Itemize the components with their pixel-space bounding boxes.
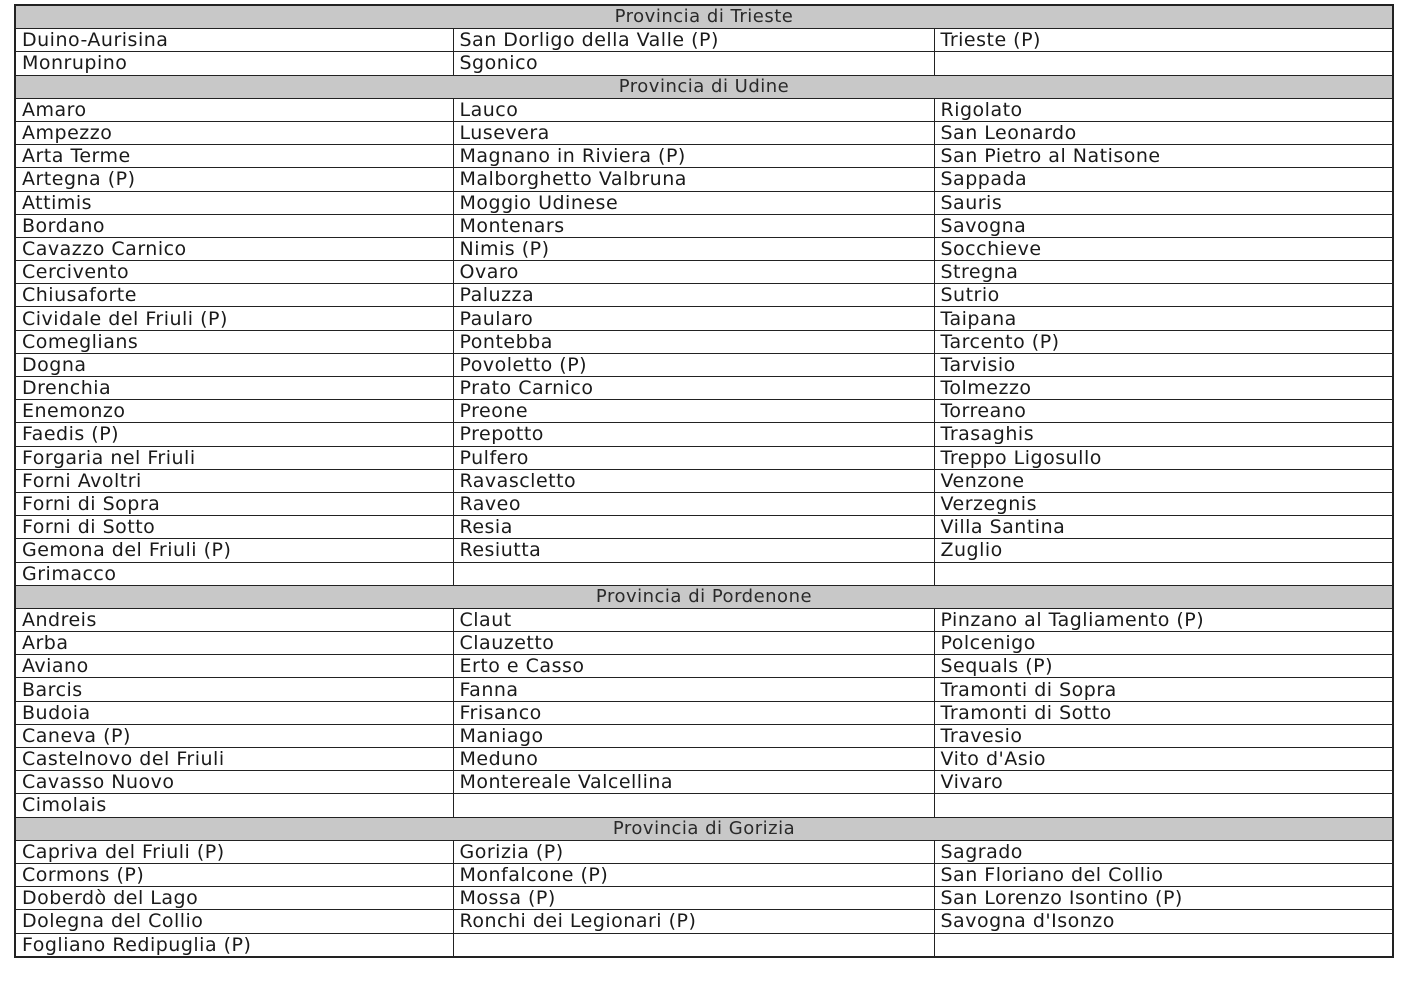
municipality-cell: Treppo Ligosullo — [934, 446, 1393, 469]
table-row — [15, 237, 1393, 260]
municipality-cell: Venzone — [934, 469, 1393, 492]
municipality-cell: Lauco — [453, 98, 934, 121]
municipality-cell: Frisanco — [453, 701, 934, 724]
table-row — [15, 632, 1393, 655]
municipality-cell: Taipana — [934, 307, 1393, 330]
municipality-cell: Forgaria nel Friuli — [15, 446, 453, 469]
municipality-cell: Tarcento (P) — [934, 330, 1393, 353]
municipalities-table — [14, 4, 1394, 958]
municipality-cell: Preone — [453, 400, 934, 423]
province-header-row — [15, 75, 1393, 98]
municipality-cell: Fogliano Redipuglia (P) — [15, 933, 453, 957]
table-row — [15, 748, 1393, 771]
province-header-row — [15, 585, 1393, 608]
municipality-cell — [934, 562, 1393, 585]
table-row — [15, 214, 1393, 237]
table-row — [15, 330, 1393, 353]
table-row — [15, 168, 1393, 191]
municipality-cell: Torreano — [934, 400, 1393, 423]
municipality-cell: Vito d'Asio — [934, 748, 1393, 771]
table-row — [15, 261, 1393, 284]
municipality-cell — [453, 562, 934, 585]
municipality-cell: Paluzza — [453, 284, 934, 307]
table-row — [15, 492, 1393, 515]
municipality-cell: Cividale del Friuli (P) — [15, 307, 453, 330]
municipality-cell: Gorizia (P) — [453, 840, 934, 863]
municipality-cell: Ampezzo — [15, 121, 453, 144]
municipality-cell: San Pietro al Natisone — [934, 145, 1393, 168]
municipality-cell: Cavasso Nuovo — [15, 771, 453, 794]
table-row — [15, 284, 1393, 307]
table-row — [15, 539, 1393, 562]
table-row — [15, 933, 1393, 957]
municipality-cell: Faedis (P) — [15, 423, 453, 446]
municipality-cell: Resia — [453, 516, 934, 539]
municipality-cell: Cavazzo Carnico — [15, 237, 453, 260]
municipality-cell: Sagrado — [934, 840, 1393, 863]
table-row — [15, 29, 1393, 52]
table-row — [15, 678, 1393, 701]
municipality-cell: Aviano — [15, 655, 453, 678]
municipality-cell — [453, 933, 934, 957]
table-row — [15, 98, 1393, 121]
municipality-cell: Bordano — [15, 214, 453, 237]
municipality-cell: Villa Santina — [934, 516, 1393, 539]
municipality-cell: Montereale Valcellina — [453, 771, 934, 794]
municipality-cell: Monrupino — [15, 52, 453, 75]
municipality-cell: Moggio Udinese — [453, 191, 934, 214]
municipality-cell: Montenars — [453, 214, 934, 237]
table-row — [15, 446, 1393, 469]
table-row — [15, 516, 1393, 539]
municipality-cell: Savogna d'Isonzo — [934, 910, 1393, 933]
municipality-cell: Sappada — [934, 168, 1393, 191]
municipality-cell: Forni di Sotto — [15, 516, 453, 539]
municipality-cell: Raveo — [453, 492, 934, 515]
municipality-cell: Trieste (P) — [934, 29, 1393, 52]
municipality-cell: Tolmezzo — [934, 377, 1393, 400]
municipality-cell: Ravascletto — [453, 469, 934, 492]
municipality-cell: Ronchi dei Legionari (P) — [453, 910, 934, 933]
municipality-cell: Zuglio — [934, 539, 1393, 562]
table-body — [15, 5, 1393, 957]
municipality-cell: Grimacco — [15, 562, 453, 585]
municipality-cell: San Lorenzo Isontino (P) — [934, 887, 1393, 910]
municipality-cell: Nimis (P) — [453, 237, 934, 260]
municipality-cell: Cimolais — [15, 794, 453, 817]
municipality-cell: Forni di Sopra — [15, 492, 453, 515]
table-row — [15, 840, 1393, 863]
municipality-cell: Forni Avoltri — [15, 469, 453, 492]
table-row — [15, 701, 1393, 724]
municipality-cell: Doberdò del Lago — [15, 887, 453, 910]
table-row — [15, 307, 1393, 330]
municipality-cell: Resiutta — [453, 539, 934, 562]
municipality-cell: Capriva del Friuli (P) — [15, 840, 453, 863]
municipality-cell: Andreis — [15, 608, 453, 631]
municipality-cell: Duino-Aurisina — [15, 29, 453, 52]
table-row — [15, 121, 1393, 144]
province-title: Provincia di Pordenone — [15, 585, 1393, 608]
municipality-cell: Stregna — [934, 261, 1393, 284]
province-title: Provincia di Udine — [15, 75, 1393, 98]
municipality-cell: Pulfero — [453, 446, 934, 469]
table-row — [15, 377, 1393, 400]
table-row — [15, 608, 1393, 631]
table-row — [15, 469, 1393, 492]
municipalities-table-container — [14, 4, 1392, 958]
municipality-cell: Povoletto (P) — [453, 353, 934, 376]
municipality-cell: Attimis — [15, 191, 453, 214]
municipality-cell: Arta Terme — [15, 145, 453, 168]
table-row — [15, 794, 1393, 817]
municipality-cell: Amaro — [15, 98, 453, 121]
table-row — [15, 191, 1393, 214]
municipality-cell: Prato Carnico — [453, 377, 934, 400]
municipality-cell: Dogna — [15, 353, 453, 376]
municipality-cell: Caneva (P) — [15, 724, 453, 747]
municipality-cell: Paularo — [453, 307, 934, 330]
municipality-cell: San Leonardo — [934, 121, 1393, 144]
province-title: Provincia di Trieste — [15, 5, 1393, 29]
municipality-cell: Erto e Casso — [453, 655, 934, 678]
municipality-cell: Lusevera — [453, 121, 934, 144]
municipality-cell: Tramonti di Sotto — [934, 701, 1393, 724]
municipality-cell: Artegna (P) — [15, 168, 453, 191]
municipality-cell: Meduno — [453, 748, 934, 771]
municipality-cell: Clauzetto — [453, 632, 934, 655]
municipality-cell: Dolegna del Collio — [15, 910, 453, 933]
municipality-cell: Claut — [453, 608, 934, 631]
municipality-cell: Prepotto — [453, 423, 934, 446]
municipality-cell: Vivaro — [934, 771, 1393, 794]
municipality-cell: Trasaghis — [934, 423, 1393, 446]
municipality-cell: Savogna — [934, 214, 1393, 237]
municipality-cell: Sequals (P) — [934, 655, 1393, 678]
municipality-cell: Verzegnis — [934, 492, 1393, 515]
province-header-row — [15, 817, 1393, 840]
municipality-cell: Rigolato — [934, 98, 1393, 121]
municipality-cell: Enemonzo — [15, 400, 453, 423]
table-row — [15, 910, 1393, 933]
municipality-cell: Malborghetto Valbruna — [453, 168, 934, 191]
municipality-cell: Sauris — [934, 191, 1393, 214]
municipality-cell: San Dorligo della Valle (P) — [453, 29, 934, 52]
municipality-cell: Cercivento — [15, 261, 453, 284]
table-row — [15, 353, 1393, 376]
table-row — [15, 562, 1393, 585]
province-title: Provincia di Gorizia — [15, 817, 1393, 840]
municipality-cell: Tramonti di Sopra — [934, 678, 1393, 701]
table-row — [15, 887, 1393, 910]
municipality-cell: Comeglians — [15, 330, 453, 353]
municipality-cell: Barcis — [15, 678, 453, 701]
municipality-cell — [934, 933, 1393, 957]
table-row — [15, 423, 1393, 446]
municipality-cell: Chiusaforte — [15, 284, 453, 307]
municipality-cell: Socchieve — [934, 237, 1393, 260]
table-row — [15, 52, 1393, 75]
municipality-cell: Polcenigo — [934, 632, 1393, 655]
municipality-cell: Monfalcone (P) — [453, 863, 934, 886]
table-row — [15, 724, 1393, 747]
municipality-cell: Pinzano al Tagliamento (P) — [934, 608, 1393, 631]
municipality-cell: Drenchia — [15, 377, 453, 400]
municipality-cell: Travesio — [934, 724, 1393, 747]
municipality-cell: Maniago — [453, 724, 934, 747]
municipality-cell: Sutrio — [934, 284, 1393, 307]
table-row — [15, 400, 1393, 423]
municipality-cell: Gemona del Friuli (P) — [15, 539, 453, 562]
municipality-cell: Budoia — [15, 701, 453, 724]
municipality-cell: Sgonico — [453, 52, 934, 75]
province-header-row — [15, 5, 1393, 29]
municipality-cell: Pontebba — [453, 330, 934, 353]
municipality-cell — [453, 794, 934, 817]
municipality-cell: Magnano in Riviera (P) — [453, 145, 934, 168]
table-row — [15, 863, 1393, 886]
municipality-cell — [934, 794, 1393, 817]
municipality-cell: Cormons (P) — [15, 863, 453, 886]
municipality-cell: Castelnovo del Friuli — [15, 748, 453, 771]
municipality-cell — [934, 52, 1393, 75]
municipality-cell: Ovaro — [453, 261, 934, 284]
table-row — [15, 655, 1393, 678]
municipality-cell: Tarvisio — [934, 353, 1393, 376]
municipality-cell: Arba — [15, 632, 453, 655]
municipality-cell: San Floriano del Collio — [934, 863, 1393, 886]
table-row — [15, 145, 1393, 168]
table-row — [15, 771, 1393, 794]
municipality-cell: Mossa (P) — [453, 887, 934, 910]
municipality-cell: Fanna — [453, 678, 934, 701]
